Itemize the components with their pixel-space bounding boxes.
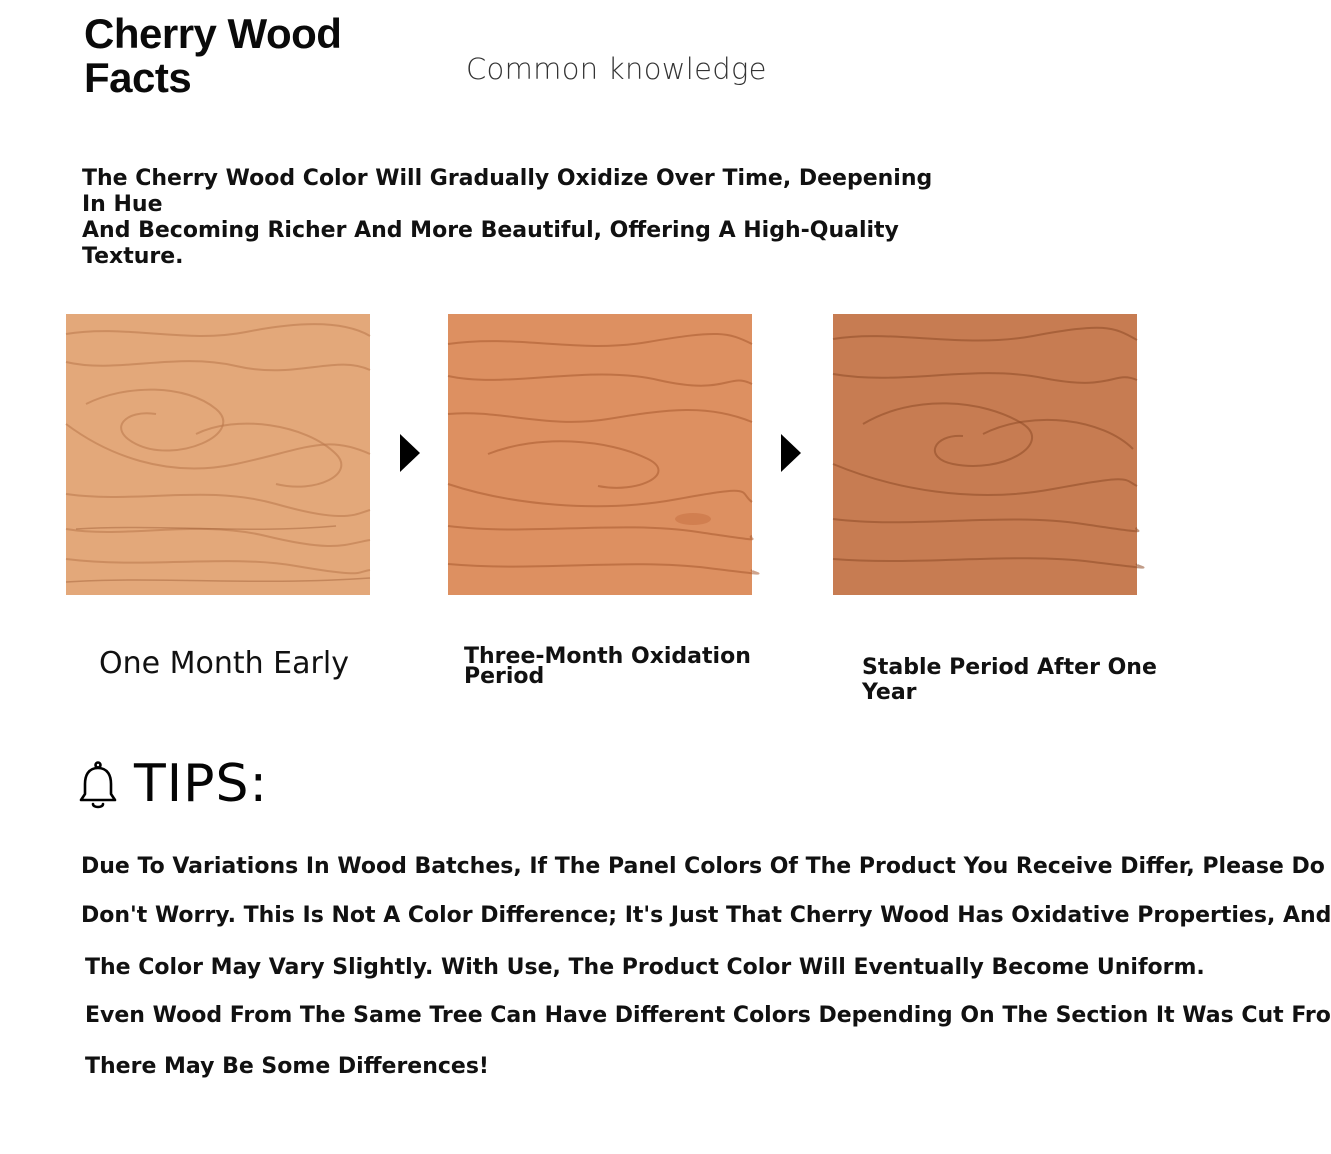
bell-icon-graphic (78, 760, 118, 812)
tips-heading: TIPS: (134, 754, 268, 814)
wood-grain-image-3 (833, 314, 1137, 595)
stage-label-three-month (464, 644, 754, 689)
intro-line-1: The Cherry Wood Color Will Gradually Oxidize Over Time, Deepening In Hue (82, 166, 933, 217)
stage-label-one-month: One Month Early (99, 646, 349, 681)
tip-line: Due To Variations In Wood Batches, If The Panel Colors Of The Product You Receive Differ, Please Do (81, 854, 1325, 879)
next-stage-arrow-icon (400, 434, 420, 472)
tip-line: Even Wood From The Same Tree Can Have Different Colors Depending On The Section It Was Cut Fro (85, 1003, 1331, 1028)
page-title-line-2: Facts (84, 54, 192, 101)
wood-swatch-three-month (448, 314, 752, 595)
tip-line: There May Be Some Differences! (85, 1054, 489, 1079)
stage-label-three-month-line-2: Period (464, 664, 545, 689)
wood-swatch-one-year (833, 314, 1137, 595)
wood-swatch-one-month (66, 314, 370, 595)
next-stage-arrow-icon (781, 434, 801, 472)
wood-grain-image-2 (448, 314, 752, 595)
page-title-line-1: Cherry Wood (84, 10, 342, 57)
tip-line: The Color May Vary Slightly. With Use, The Product Color Will Eventually Become Uniform. (85, 955, 1205, 980)
page-subtitle: Common knowledge (466, 52, 767, 86)
intro-line-2: And Becoming Richer And More Beautiful, Offering A High-Quality Texture. (82, 218, 899, 269)
stage-label-three-month-line-1: Three-Month Oxidation (464, 644, 751, 669)
intro-paragraph (82, 166, 942, 270)
wood-grain-image-1 (66, 314, 370, 595)
page-title (84, 12, 341, 100)
bell-icon (78, 760, 118, 812)
stage-label-one-year: Stable Period After One Year (862, 655, 1157, 705)
tip-line: Don't Worry. This Is Not A Color Difference; It's Just That Cherry Wood Has Oxidative Properties, And (81, 903, 1331, 928)
